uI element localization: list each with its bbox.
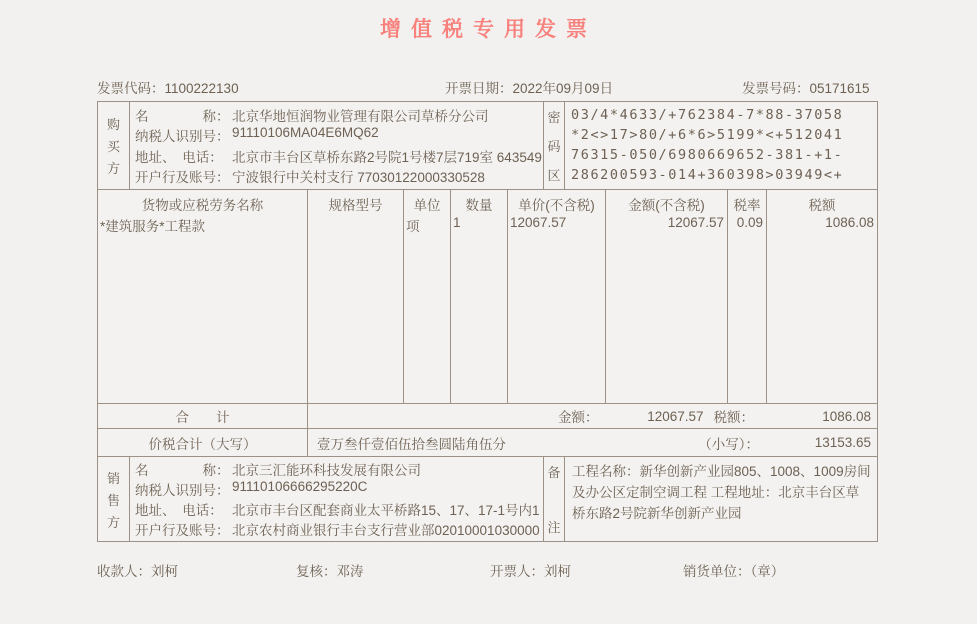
password-label-char: 密: [547, 110, 561, 125]
seller-bank-row: [135, 519, 541, 539]
seller-name-row: [135, 459, 541, 479]
buyer-address-row: [135, 146, 541, 166]
gross-total-label: 价税合计（大写）: [98, 429, 308, 456]
invoice-date: 开票日期：2022年09月09日: [445, 81, 614, 96]
gross-total-values: [308, 429, 877, 456]
buyer-side-char: 方: [106, 161, 120, 176]
buyer-side-label: [98, 102, 130, 189]
column-header: 税率: [733, 198, 761, 213]
totals-tax-label: 税额：: [713, 410, 754, 425]
seller-taxid-value: 91110106666295220C: [232, 479, 368, 494]
password-label-char: 区: [547, 168, 561, 183]
item-unit: 项: [406, 219, 420, 234]
totals-amount-label: 金额：: [558, 410, 599, 425]
totals-label: 合 计: [98, 404, 308, 428]
column-quantity: [451, 190, 508, 403]
buyer-name-row: [135, 105, 541, 125]
gross-value: 13153.65: [814, 435, 871, 450]
buyer-name-value: 北京华地恒润物业管理有限公司草桥分公司: [232, 108, 489, 124]
totals-values: [308, 404, 877, 428]
totals-tax-value: 1086.08: [822, 408, 871, 424]
invoice-title: 增值税专用发票: [380, 18, 597, 41]
column-unit-price: [508, 190, 606, 403]
column-header: 货物或应税劳务名称: [141, 198, 264, 213]
item-tax: 1086.08: [825, 215, 874, 230]
buyer-address-label: 地址、 电话：: [135, 149, 223, 165]
totals-amount-value: 12067.57: [647, 408, 704, 424]
column-header: 单价(不含税): [518, 198, 595, 213]
column-header: 数量: [465, 198, 493, 213]
column-unit: [404, 190, 451, 403]
buyer-section: [98, 102, 877, 189]
remark-label-char: 备: [547, 465, 561, 480]
column-tax-rate: [728, 190, 767, 403]
item-amount: 12067.57: [667, 215, 724, 230]
reviewer: 复核：邓涛: [296, 564, 364, 579]
seller-side-label: [98, 457, 130, 541]
seller-taxid-label: 纳税人识别号：: [135, 483, 230, 498]
column-spec: [308, 190, 404, 403]
seller-address-row: [135, 499, 541, 519]
seller-side-char: 售: [106, 492, 120, 508]
remark-content: 工程名称：新华创新产业园805、1008、1009房间及办公区定制空调工程 工程地址：北京丰台区草桥东路2号院新华创新产业园: [572, 464, 871, 521]
gross-in-words: 壹万叁仟壹佰伍拾叁圆陆角伍分: [317, 436, 506, 452]
seller-name-label: 名 称：: [135, 463, 230, 478]
buyer-name-label: 名 称：: [135, 108, 230, 124]
seller-side-char: 销: [106, 470, 120, 486]
column-amount: [606, 190, 728, 403]
column-item-name: [98, 190, 308, 403]
buyer-bank-value: 宁波银行中关村支行 77030122000330528: [232, 170, 485, 186]
password-line: 03/4*4633/+762384-7*88-37058: [571, 107, 844, 123]
drawer: 开票人：刘柯: [490, 564, 571, 579]
totals-section: [98, 403, 877, 428]
seller-unit-seal: 销货单位：（章）: [683, 564, 785, 579]
buyer-side-char: 购: [106, 117, 120, 132]
seller-name-value: 北京三汇能环科技发展有限公司: [232, 463, 421, 478]
seller-info: [130, 457, 543, 541]
buyer-taxid-row: [135, 125, 541, 145]
buyer-address-value: 北京市丰台区草桥东路2号院1号楼7层719室 643549: [232, 149, 542, 165]
seller-section: [98, 456, 877, 541]
password-area-label: [543, 102, 565, 189]
buyer-side-char: 买: [106, 139, 120, 154]
seller-side-char: 方: [106, 514, 120, 530]
invoice-code: 发票代码：1100222130: [97, 81, 239, 96]
seller-address-label: 地址、 电话：: [135, 503, 223, 518]
seller-address-value: 北京市丰台区配套商业太平桥路15、17、17-1号内1: [232, 503, 540, 518]
item-tax-rate: 0.09: [736, 215, 763, 230]
gross-total-section: [98, 428, 877, 456]
column-header: 规格型号: [328, 198, 383, 213]
seller-bank-label: 开户行及账号：: [135, 523, 230, 538]
buyer-taxid-label: 纳税人识别号：: [135, 129, 230, 145]
column-tax: [767, 190, 877, 403]
item-name: *建筑服务*工程款: [100, 219, 206, 234]
remark-label-char: 注: [547, 520, 561, 535]
buyer-taxid-value: 91110106MA04E6MQ62: [232, 125, 379, 141]
password-line: 286200593-014+360398>03949<+: [571, 167, 844, 183]
seller-taxid-row: [135, 479, 541, 499]
remark-label: [543, 457, 565, 541]
item-quantity: 1: [453, 215, 461, 230]
invoice-number: 发票号码：05171615: [742, 81, 870, 96]
buyer-bank-label: 开户行及账号：: [135, 170, 230, 186]
item-unit-price: 12067.57: [510, 215, 567, 230]
seller-bank-value: 北京农村商业银行丰台支行营业部02010001030000: [232, 523, 540, 538]
payee: 收款人：刘柯: [97, 564, 178, 579]
password-label-char: 码: [547, 139, 561, 154]
gross-small-label: （小写）：: [698, 436, 759, 452]
invoice-table: [97, 101, 878, 542]
column-header: 税额: [808, 198, 836, 213]
password-line: *2<>17>80/+6*6>5199*<+512041: [571, 127, 844, 143]
items-section: [98, 189, 877, 403]
column-header: 金额(不含税): [628, 198, 705, 213]
password-line: 76315-050/6980669652-381-+1-: [571, 147, 844, 163]
buyer-bank-row: [135, 166, 541, 186]
buyer-info: [130, 102, 543, 189]
password-area: [565, 102, 877, 189]
column-header: 单位: [413, 198, 441, 213]
